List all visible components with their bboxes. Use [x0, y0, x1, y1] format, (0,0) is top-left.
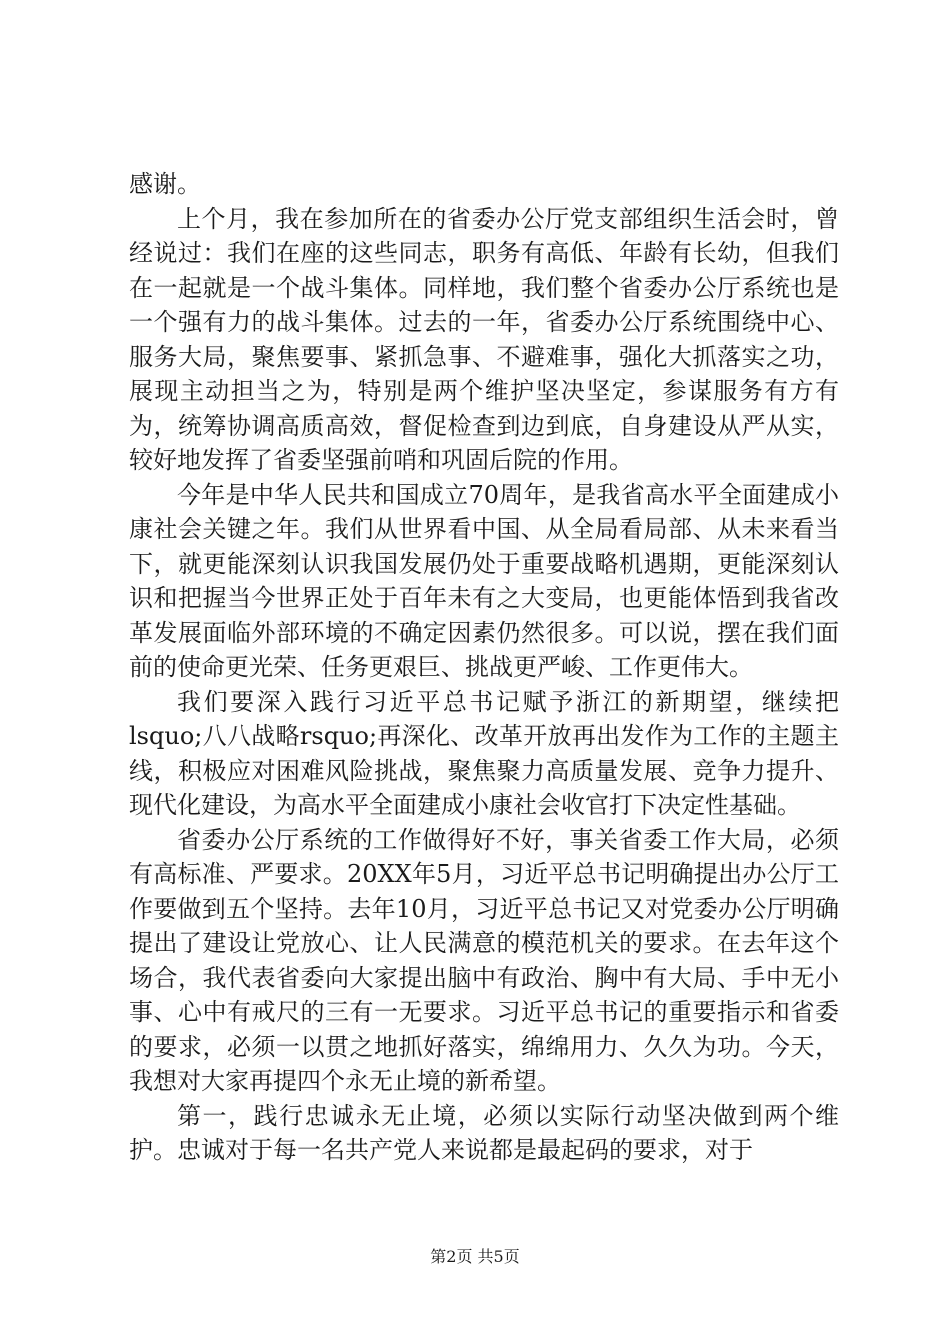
paragraph-3: 今年是中华人民共和国成立70周年，是我省高水平全面建成小康社会关键之年。我们从世界看中国、从全局看局部、从未来看当下，就更能深刻认识我国发展仍处于重要战略机遇期，更能深刻认识和把握当今世界正处于百年未有之大变局，也更能体悟到我省改革发展面临外部环境的不确定因素仍然很多。可以说，摆在我们面前的使命更光荣、任务更艰巨、挑战更严峻、工作更伟大。: [129, 480, 839, 681]
paragraph-2: 上个月，我在参加所在的省委办公厅党支部组织生活会时，曾经说过：我们在座的这些同志，职务有高低、年龄有长幼，但我们在一起就是一个战斗集体。同样地，我们整个省委办公厅系统也是一个强有力的战斗集体。过去的一年，省委办公厅系统围绕中心、服务大局，聚焦要事、紧抓急事、不避难事，强化大抓落实之功，展现主动担当之为，特别是两个维护坚决坚定，参谋服务有方有为，统筹协调高质高效，督促检查到边到底，自身建设从严从实，较好地发挥了省委坚强前哨和巩固后院的作用。: [129, 204, 839, 474]
document-body: [129, 167, 839, 1168]
paragraph-6: 第一，践行忠诚永无止境，必须以实际行动坚决做到两个维护。忠诚对于每一名共产党人来说都是最起码的要求，对于: [129, 1101, 839, 1164]
page-footer: 第2页 共5页: [430, 1247, 520, 1266]
paragraph-1: 感谢。: [129, 170, 201, 198]
paragraph-4: 我们要深入践行习近平总书记赋予浙江的新期望，继续把lsquo;八八战略rsquo;再深化、改革开放再出发作为工作的主题主线，积极应对困难风险挑战，聚焦聚力高质量发展、竞争力提升、现代化建设，为高水平全面建成小康社会收官打下决定性基础。: [129, 687, 839, 819]
paragraph-5: 省委办公厅系统的工作做得好不好，事关省委工作大局，必须有高标准、严要求。20XX年5月，习近平总书记明确提出办公厅工作要做到五个坚持。去年10月，习近平总书记又对党委办公厅明确提出了建设让党放心、让人民满意的模范机关的要求。在去年这个场合，我代表省委向大家提出脑中有政治、胸中有大局、手中无小事、心中有戒尺的三有一无要求。习近平总书记的重要指示和省委的要求，必须一以贯之地抓好落实，绵绵用力、久久为功。今天，我想对大家再提四个永无止境的新希望。: [129, 825, 839, 1095]
